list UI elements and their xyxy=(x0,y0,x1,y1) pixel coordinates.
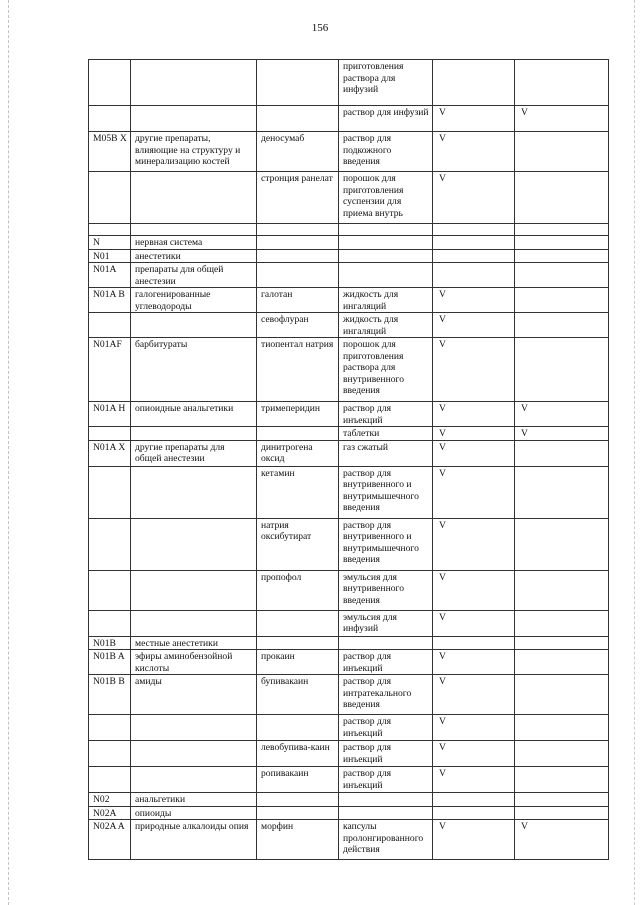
table-row xyxy=(89,570,609,610)
group-cell: опиоидные анальгетики xyxy=(131,402,257,427)
drug-list-table xyxy=(88,59,609,860)
mark-cell-2 xyxy=(515,224,609,236)
group-cell xyxy=(131,715,257,741)
dosage-form-cell: раствор для инъекций xyxy=(339,715,433,741)
code-cell xyxy=(89,224,131,236)
code-cell xyxy=(89,570,131,610)
code-cell xyxy=(89,741,131,767)
mark-cell-1: V xyxy=(433,132,515,172)
dosage-form-cell: жидкость для ингаляций xyxy=(339,313,433,338)
drug-name-cell: тримеперидин xyxy=(257,402,339,427)
drug-name-cell xyxy=(257,60,339,106)
dosage-form-cell xyxy=(339,636,433,650)
table-row xyxy=(89,427,609,441)
drug-name-cell xyxy=(257,793,339,807)
mark-cell-2 xyxy=(515,172,609,224)
dosage-form-cell: раствор для подкожного введения xyxy=(339,132,433,172)
table-row xyxy=(89,715,609,741)
mark-cell-1 xyxy=(433,806,515,820)
drug-name-cell: прокаин xyxy=(257,650,339,675)
drug-name-cell: севофлуран xyxy=(257,313,339,338)
mark-cell-2 xyxy=(515,806,609,820)
group-cell: опиоиды xyxy=(131,806,257,820)
mark-cell-2 xyxy=(515,518,609,570)
table-row xyxy=(89,741,609,767)
mark-cell-2 xyxy=(515,715,609,741)
dosage-form-cell: порошок для приготовления суспензии для приема внутрь xyxy=(339,172,433,224)
drug-name-cell xyxy=(257,236,339,250)
mark-cell-2 xyxy=(515,793,609,807)
code-cell: N02A xyxy=(89,806,131,820)
mark-cell-2 xyxy=(515,650,609,675)
group-cell xyxy=(131,610,257,636)
table-row xyxy=(89,224,609,236)
drug-name-cell: ропивакаин xyxy=(257,767,339,793)
mark-cell-1: V xyxy=(433,402,515,427)
mark-cell-2 xyxy=(515,132,609,172)
mark-cell-1 xyxy=(433,249,515,263)
mark-cell-2 xyxy=(515,741,609,767)
mark-cell-1 xyxy=(433,263,515,288)
table-row xyxy=(89,106,609,132)
code-cell xyxy=(89,172,131,224)
dosage-form-cell xyxy=(339,249,433,263)
mark-cell-1: V xyxy=(433,466,515,518)
group-cell xyxy=(131,106,257,132)
group-cell xyxy=(131,313,257,338)
mark-cell-1: V xyxy=(433,741,515,767)
dosage-form-cell: раствор для инъекций xyxy=(339,650,433,675)
mark-cell-2: V xyxy=(515,427,609,441)
code-cell: N01B xyxy=(89,636,131,650)
group-cell: амиды xyxy=(131,675,257,715)
code-cell: N02 xyxy=(89,793,131,807)
code-cell: N01A H xyxy=(89,402,131,427)
mark-cell-1: V xyxy=(433,288,515,313)
drug-name-cell xyxy=(257,106,339,132)
code-cell: N01B B xyxy=(89,675,131,715)
code-cell xyxy=(89,466,131,518)
code-cell xyxy=(89,313,131,338)
mark-cell-2 xyxy=(515,440,609,466)
mark-cell-1 xyxy=(433,60,515,106)
table-row xyxy=(89,650,609,675)
code-cell: N01A B xyxy=(89,288,131,313)
mark-cell-2 xyxy=(515,236,609,250)
dosage-form-cell: раствор для инъекций xyxy=(339,741,433,767)
drug-name-cell xyxy=(257,224,339,236)
drug-name-cell: кетамин xyxy=(257,466,339,518)
mark-cell-2: V xyxy=(515,402,609,427)
table-row xyxy=(89,610,609,636)
mark-cell-1: V xyxy=(433,106,515,132)
dosage-form-cell xyxy=(339,263,433,288)
mark-cell-1 xyxy=(433,793,515,807)
mark-cell-1: V xyxy=(433,570,515,610)
dosage-form-cell: жидкость для ингаляций xyxy=(339,288,433,313)
mark-cell-2 xyxy=(515,636,609,650)
table-row xyxy=(89,675,609,715)
table-row xyxy=(89,132,609,172)
mark-cell-1: V xyxy=(433,715,515,741)
dosage-form-cell: раствор для инъекций xyxy=(339,767,433,793)
code-cell xyxy=(89,60,131,106)
code-cell xyxy=(89,106,131,132)
drug-name-cell: тиопентал натрия xyxy=(257,338,339,402)
table-row xyxy=(89,767,609,793)
dosage-form-cell: порошок для приготовления раствора для внутривенного введения xyxy=(339,338,433,402)
code-cell xyxy=(89,427,131,441)
mark-cell-2 xyxy=(515,249,609,263)
drug-name-cell xyxy=(257,427,339,441)
drug-name-cell: пропофол xyxy=(257,570,339,610)
table-row xyxy=(89,518,609,570)
dosage-form-cell: раствор для внутривенного и внутримышечного введения xyxy=(339,466,433,518)
scan-edge-left xyxy=(8,0,10,905)
table-row xyxy=(89,806,609,820)
group-cell: анальгетики xyxy=(131,793,257,807)
scan-edge-right xyxy=(634,0,636,905)
mark-cell-1: V xyxy=(433,518,515,570)
group-cell xyxy=(131,427,257,441)
group-cell: анестетики xyxy=(131,249,257,263)
drug-name-cell: натрия оксибутират xyxy=(257,518,339,570)
mark-cell-2 xyxy=(515,570,609,610)
drug-name-cell: галотан xyxy=(257,288,339,313)
drug-name-cell xyxy=(257,715,339,741)
mark-cell-2 xyxy=(515,466,609,518)
group-cell: галогенированные углеводороды xyxy=(131,288,257,313)
drug-name-cell: бупивакаин xyxy=(257,675,339,715)
code-cell: N01B A xyxy=(89,650,131,675)
mark-cell-2: V xyxy=(515,106,609,132)
table-row xyxy=(89,636,609,650)
mark-cell-1: V xyxy=(433,172,515,224)
group-cell xyxy=(131,60,257,106)
table-row xyxy=(89,60,609,106)
mark-cell-1: V xyxy=(433,313,515,338)
mark-cell-1 xyxy=(433,224,515,236)
table-row xyxy=(89,820,609,860)
code-cell: N01A X xyxy=(89,440,131,466)
table-row xyxy=(89,440,609,466)
drug-name-cell: динитрогена оксид xyxy=(257,440,339,466)
drug-name-cell: деносумаб xyxy=(257,132,339,172)
mark-cell-2: V xyxy=(515,820,609,860)
code-cell: N01A xyxy=(89,263,131,288)
group-cell xyxy=(131,518,257,570)
table-row xyxy=(89,288,609,313)
table-row xyxy=(89,236,609,250)
group-cell xyxy=(131,466,257,518)
mark-cell-1 xyxy=(433,636,515,650)
table-row xyxy=(89,172,609,224)
dosage-form-cell xyxy=(339,224,433,236)
table-row xyxy=(89,249,609,263)
dosage-form-cell: раствор для внутривенного и внутримышечного введения xyxy=(339,518,433,570)
code-cell: N xyxy=(89,236,131,250)
mark-cell-1: V xyxy=(433,440,515,466)
mark-cell-2 xyxy=(515,288,609,313)
mark-cell-2 xyxy=(515,338,609,402)
group-cell: препараты для общей анестезии xyxy=(131,263,257,288)
dosage-form-cell xyxy=(339,793,433,807)
code-cell xyxy=(89,610,131,636)
group-cell xyxy=(131,767,257,793)
mark-cell-2 xyxy=(515,767,609,793)
dosage-form-cell: раствор для инъекций xyxy=(339,402,433,427)
mark-cell-2 xyxy=(515,675,609,715)
mark-cell-1 xyxy=(433,236,515,250)
code-cell xyxy=(89,715,131,741)
dosage-form-cell: эмульсия для внутривенного введения xyxy=(339,570,433,610)
drug-name-cell: стронция ранелат xyxy=(257,172,339,224)
mark-cell-1: V xyxy=(433,427,515,441)
dosage-form-cell: раствор для интратекального введения xyxy=(339,675,433,715)
mark-cell-1: V xyxy=(433,610,515,636)
drug-name-cell xyxy=(257,249,339,263)
dosage-form-cell xyxy=(339,806,433,820)
code-cell: N02A A xyxy=(89,820,131,860)
mark-cell-1: V xyxy=(433,650,515,675)
group-cell: эфиры аминобензойной кислоты xyxy=(131,650,257,675)
group-cell: нервная система xyxy=(131,236,257,250)
mark-cell-1: V xyxy=(433,820,515,860)
group-cell xyxy=(131,570,257,610)
mark-cell-2 xyxy=(515,60,609,106)
group-cell xyxy=(131,172,257,224)
mark-cell-1: V xyxy=(433,675,515,715)
group-cell: местные анестетики xyxy=(131,636,257,650)
table-row xyxy=(89,313,609,338)
drug-name-cell xyxy=(257,636,339,650)
dosage-form-cell xyxy=(339,236,433,250)
drug-name-cell xyxy=(257,263,339,288)
group-cell: природные алкалоиды опия xyxy=(131,820,257,860)
drug-name-cell: левобупива-каин xyxy=(257,741,339,767)
table-row xyxy=(89,466,609,518)
group-cell: барбитураты xyxy=(131,338,257,402)
dosage-form-cell: эмульсия для инфузий xyxy=(339,610,433,636)
table-row xyxy=(89,793,609,807)
group-cell xyxy=(131,741,257,767)
group-cell: другие препараты для общей анестезии xyxy=(131,440,257,466)
dosage-form-cell: раствор для инфузий xyxy=(339,106,433,132)
table-body xyxy=(89,60,609,860)
dosage-form-cell: приготовления раствора для инфузий xyxy=(339,60,433,106)
mark-cell-1: V xyxy=(433,767,515,793)
page-number: 156 xyxy=(311,22,329,34)
dosage-form-cell: капсулы пролонгированного действия xyxy=(339,820,433,860)
code-cell xyxy=(89,767,131,793)
code-cell: M05B X xyxy=(89,132,131,172)
drug-name-cell: морфин xyxy=(257,820,339,860)
dosage-form-cell: таблетки xyxy=(339,427,433,441)
table-row xyxy=(89,402,609,427)
code-cell: N01 xyxy=(89,249,131,263)
table-row xyxy=(89,263,609,288)
code-cell xyxy=(89,518,131,570)
mark-cell-2 xyxy=(515,263,609,288)
mark-cell-1: V xyxy=(433,338,515,402)
mark-cell-2 xyxy=(515,610,609,636)
table-row xyxy=(89,338,609,402)
drug-name-cell xyxy=(257,806,339,820)
mark-cell-2 xyxy=(515,313,609,338)
code-cell: N01AF xyxy=(89,338,131,402)
dosage-form-cell: газ сжатый xyxy=(339,440,433,466)
group-cell: другие препараты, влияющие на структуру и минерализацию костей xyxy=(131,132,257,172)
drug-name-cell xyxy=(257,610,339,636)
group-cell xyxy=(131,224,257,236)
